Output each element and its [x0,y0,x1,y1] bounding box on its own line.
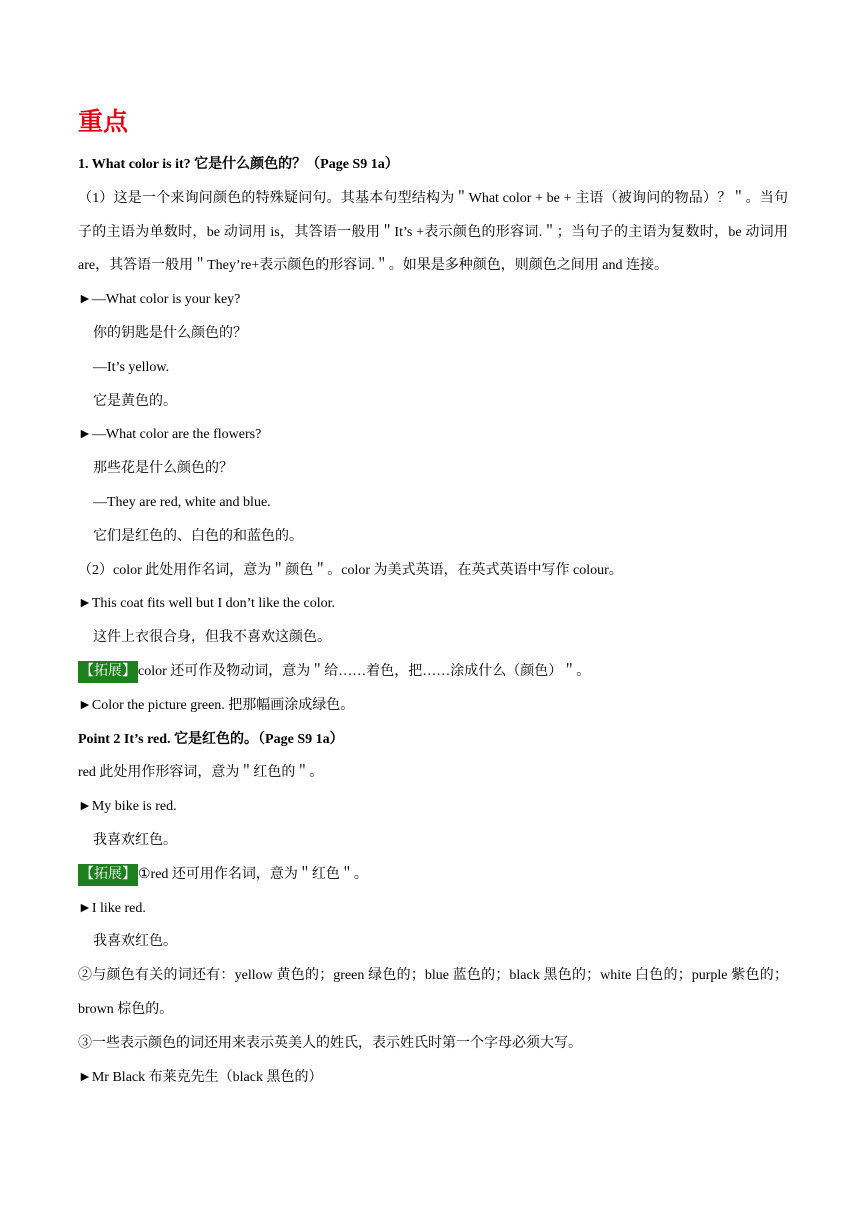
section2-note-3: ③一些表示颜色的词还用来表示英美人的姓氏，表示姓氏时第一个字母必须大写。 [78,1035,582,1051]
extension-1 [78,655,788,689]
extension-2 [78,858,788,892]
document-page [78,104,788,1094]
section2-example-1: ►My bike is red. [78,799,177,815]
example-3: ►This coat fits well but I don’t like the color. [78,596,335,612]
example-1-question-translation: 你的钥匙是什么颜色的？ [93,325,247,341]
section2-example-2-translation: 我喜欢红色。 [93,934,177,950]
example-2-question: ►—What color are the flowers? [78,427,262,443]
section1-paragraph-2: （2）color 此处用作名词，意为＂颜色＂。color 为美式英语，在英式英语中写作 colour。 [78,562,623,578]
section2-paragraph-1: red 此处用作形容词，意为＂红色的＂。 [78,765,324,781]
example-4: ►Color the picture green. 把那幅画涂成绿色。 [78,697,355,713]
example-2-answer: —They are red, white and blue. [93,494,271,510]
example-2-question-translation: 那些花是什么颜色的？ [93,461,233,477]
section2-note-2: ②与颜色有关的词还有：yellow 黄色的；green 绿色的；blue 蓝色的；black 黑色的；white 白色的；purple 紫色的；brown 棕色的。 [78,968,788,1017]
example-3-translation: 这件上衣很合身，但我不喜欢这颜色。 [93,630,331,646]
section1-heading: 1. What color is it? 它是什么颜色的？（Page S9 1a） [78,157,399,172]
section2-example-2: ►I like red. [78,900,146,916]
page-title: 重点 [78,107,129,136]
example-1-question: ►—What color is your key? [78,292,241,308]
example-1-answer-translation: 它是黄色的。 [93,393,177,409]
extension-badge: 【拓展】 [78,864,138,886]
section2-example-1-translation: 我喜欢红色。 [93,832,177,848]
extension-2-text: ①red 还可用作名词，意为＂红色＂。 [138,866,368,882]
example-2-answer-translation: 它们是红色的、白色的和蓝色的。 [93,528,303,544]
section1-paragraph-1: （1）这是一个来询问颜色的特殊疑问句。其基本句型结构为＂What color + be + 主语（被询问的物品）？＂。当句子的主语为单数时，be 动词用 is，其答语一般用＂It’s +表示颜色的形容词.＂；当句子的主语为复数时，be 动词用 are，其答语一般用＂They’re+表示颜色的形容词.＂。如果是多种颜色，则颜色之间用 and 连接。 [78,190,788,274]
section2-example-3: ►Mr Black 布莱克先生（black 黑色的） [78,1069,323,1085]
section2-heading: Point 2 It’s red. 它是红色的。（Page S9 1a） [78,731,344,747]
extension-badge: 【拓展】 [78,661,138,683]
extension-1-text: color 还可作及物动词，意为＂给……着色，把……涂成什么（颜色）＂。 [138,663,591,679]
example-1-answer: —It’s yellow. [93,359,170,375]
